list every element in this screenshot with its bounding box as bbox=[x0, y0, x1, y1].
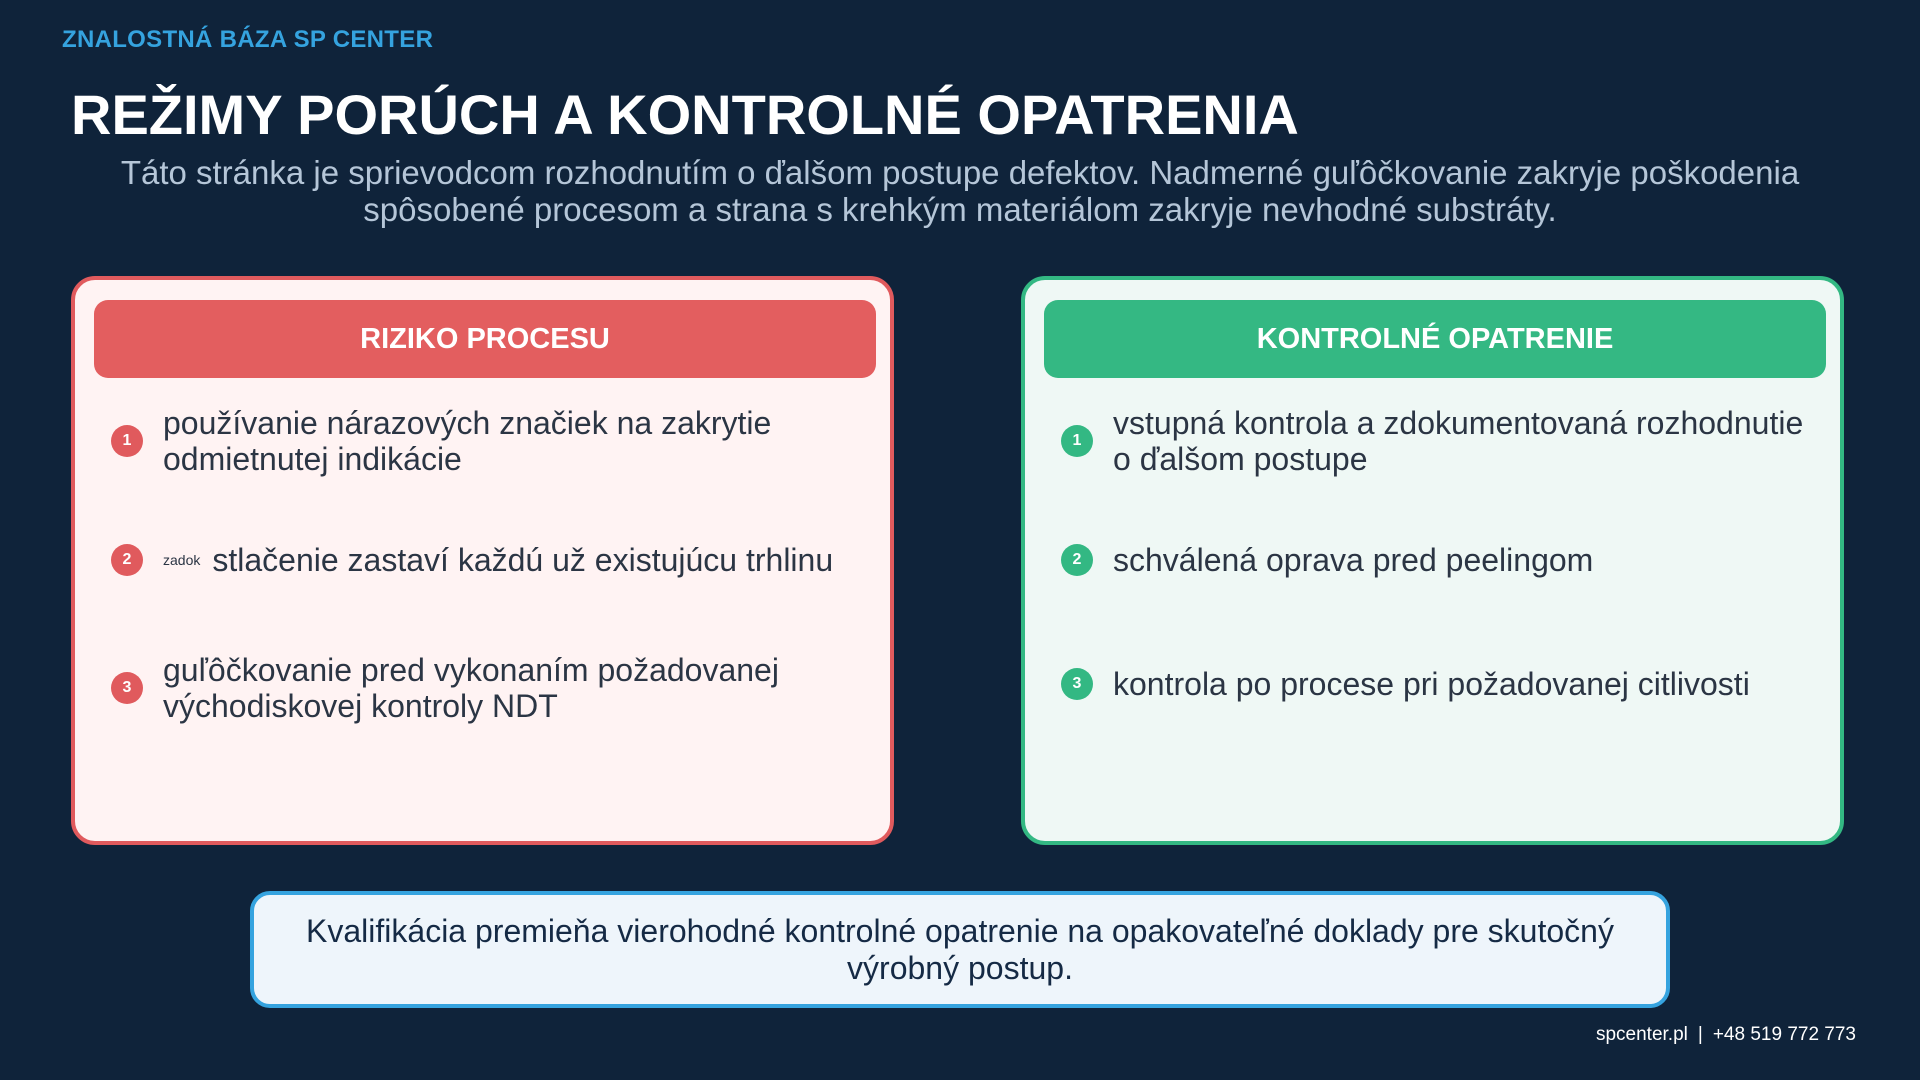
control-item-number: 1 bbox=[1061, 425, 1093, 457]
control-item-text: schválená oprava pred peelingom bbox=[1113, 542, 1594, 578]
control-item-3 bbox=[1061, 666, 1821, 702]
control-item-number: 2 bbox=[1061, 544, 1093, 576]
control-item-2 bbox=[1061, 542, 1821, 578]
qualification-note: Kvalifikácia premieňa vierohodné kontrolné opatrenie na opakovateľné doklady pre skutočný výrobný postup. bbox=[250, 891, 1670, 1008]
footer-contact bbox=[1596, 1024, 1856, 1046]
control-card-header: KONTROLNÉ OPATRENIE bbox=[1044, 300, 1826, 378]
risk-item-number: 1 bbox=[111, 425, 143, 457]
risk-card-header: RIZIKO PROCESU bbox=[94, 300, 876, 378]
control-item-text: kontrola po procese pri požadovanej citlivosti bbox=[1113, 666, 1750, 702]
risk-item-text-wrapper bbox=[163, 542, 833, 578]
risk-item-3 bbox=[111, 652, 871, 724]
risk-item-number: 3 bbox=[111, 672, 143, 704]
control-item-1 bbox=[1061, 405, 1821, 477]
page-title: REŽIMY PORÚCH A KONTROLNÉ OPATRENIA bbox=[71, 83, 1299, 146]
control-item-text: vstupná kontrola a zdokumentovaná rozhodnutie o ďalšom postupe bbox=[1113, 405, 1804, 477]
footer-website: spcenter.pl bbox=[1595, 1024, 1688, 1045]
risk-item-text: stlačenie zastaví každú už existujúcu trhlinu bbox=[212, 542, 834, 578]
brand-label: ZNALOSTNÁ BÁZA SP CENTER bbox=[62, 26, 434, 53]
risk-card bbox=[71, 276, 894, 845]
risk-item-tag: zadok bbox=[163, 552, 201, 568]
footer-phone: +48 519 772 773 bbox=[1712, 1024, 1856, 1045]
control-item-number: 3 bbox=[1061, 668, 1093, 700]
risk-item-1 bbox=[111, 405, 871, 477]
footer-separator: | bbox=[1697, 1024, 1703, 1045]
page-subtitle: Táto stránka je sprievodcom rozhodnutím o ďalšom postupe defektov. Nadmerné guľôčkovanie zakryje poškodenia spôsobené procesom a strana s krehkým materiálom zakryje nevhodné substráty. bbox=[120, 154, 1800, 228]
control-card bbox=[1021, 276, 1844, 845]
risk-item-text: guľôčkovanie pred vykonaním požadovanej východiskovej kontroly NDT bbox=[163, 652, 779, 724]
risk-item-text: používanie nárazových značiek na zakrytie odmietnutej indikácie bbox=[163, 405, 772, 477]
risk-item-2 bbox=[111, 542, 871, 578]
risk-item-number: 2 bbox=[111, 544, 143, 576]
